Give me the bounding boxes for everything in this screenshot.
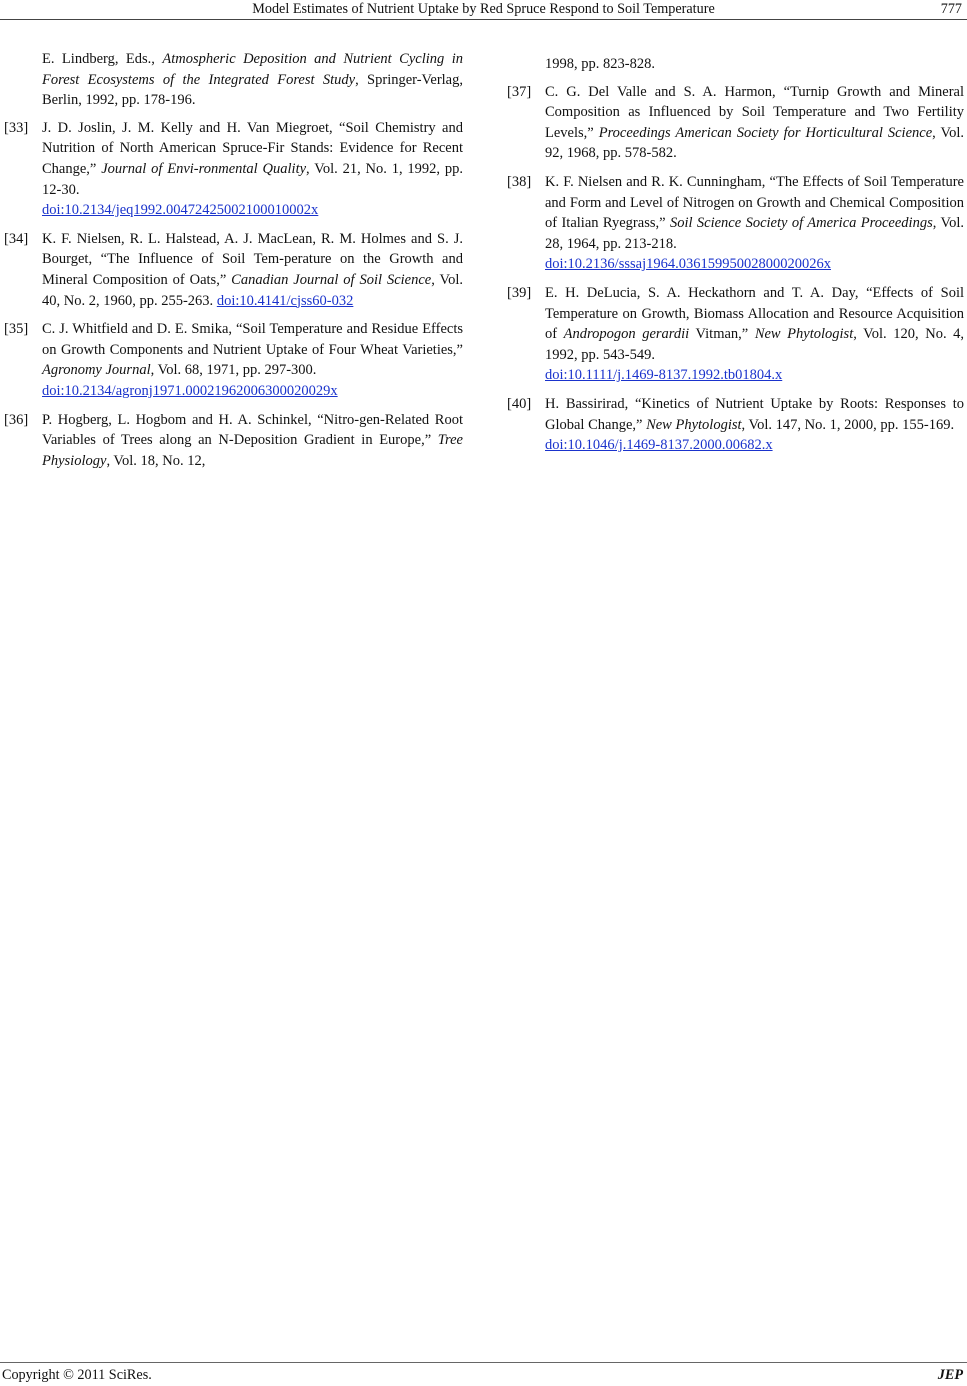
reference-number: [39] [507,284,532,301]
reference-source-title: New Phytologist [754,326,854,343]
reference-39: [39] E. H. DeLucia, S. A. Heckathorn and T. A. Day, “Effects of Soil Temperature on Growth, Biomass Allocation and Resource Acquisition of Andropogon gerardii Vitman,” New Phytologist, Vol. 120, No. 4, 1992, pp. 543-549. doi:10.1111/j.1469-8137.1992.tb01804.x [507,284,965,384]
reference-number: [40] [507,395,532,412]
reference-source-title: Soil Science Society of America Proceedings [669,215,933,232]
reference-number: [38] [507,173,532,190]
reference-number: [33] [4,119,29,136]
doi-link[interactable]: doi:10.2134/agronj1971.00021962006300020029x [42,382,338,399]
reference-38: [38] K. F. Nielsen and R. K. Cunningham, “The Effects of Soil Temperature and Form and Level of Nitrogen on Growth and Chemical Composition of Italian Ryegrass,” Soil Science Society of America Proceedings, Vol. 28, 1964, pp. 213-218. doi:10.2136/sssaj1964.03615995002800020026x [507,173,964,273]
reference-source-title: New Phytologist [646,416,742,433]
doi-link[interactable]: doi:10.4141/cjss60-032 [216,292,354,309]
doi-link[interactable]: doi:10.2136/sssaj1964.03615995002800020026x [545,256,831,273]
reference-number: [37] [507,83,532,100]
reference-source-title: Proceedings American Society for Horticultural Science [598,124,933,141]
reference-34: [34] K. F. Nielsen, R. L. Halstead, A. J. MacLean, R. M. Holmes and S. J. Bourget, “The Influence of Soil Tem-perature on the Growth and Mineral Composition of Oats,” Canadian Journal of Soil Science, Vol. 40, No. 2, 1960, pp. 255-263. doi:10.4141/cjss60-032 [4,230,463,309]
species-name: Andropogon gerardii [563,326,690,343]
reference-number: [36] [4,411,29,428]
footer-divider [0,1362,967,1363]
header-divider [0,19,967,20]
doi-link[interactable]: doi:10.1046/j.1469-8137.2000.00682.x [545,437,773,454]
reference-source-title: Canadian Journal of Soil Science [231,271,432,288]
reference-35: [35] C. J. Whitfield and D. E. Smika, “Soil Temperature and Residue Effects on Growth Components and Nutrient Uptake of Four Wheat Varieties,” Agronomy Journal, Vol. 68, 1971, pp. 297-300. doi:10.2134/agronj1971.00021962006300020029x [4,321,463,399]
right-column [507,54,964,464]
reference-36: [36] P. Hogberg, L. Hogbom and H. A. Schinkel, “Nitro-gen-Related Root Variables of Trees along an N-Deposition Gradient in Europe,” Tree Physiology, Vol. 18, No. 12, [4,411,463,469]
reference-source-title: Tree Physiology [42,432,463,469]
reference-37: [37] C. G. Del Valle and S. A. Harmon, “Turnip Growth and Mineral Composition as Influenced by Soil Temperature and Two Fertility Levels,” Proceedings American Society for Horticultural Science, Vol. 92, 1968, pp. 578-582. [507,83,965,162]
doi-link[interactable]: doi:10.1111/j.1469-8137.1992.tb01804.x [545,367,783,384]
left-column [4,49,463,479]
reference-source-title: Atmospheric Deposition and Nutrient Cycling in Forest Ecosystems of the Integrated Forest Study [42,51,463,88]
doi-link[interactable]: doi:10.2134/jeq1992.00472425002100010002x [42,202,319,219]
reference-continuation: 1998, pp. 823-828. [545,56,655,72]
page-header [0,0,967,22]
running-title: Model Estimates of Nutrient Uptake by Red Spruce Respond to Soil Temperature [252,1,715,17]
page-number: 777 [940,1,962,17]
reference-40: [40] H. Bassirirad, “Kinetics of Nutrient Uptake by Roots: Responses to Global Change,” New Phytologist, Vol. 147, No. 1, 2000, pp. 155-169. doi:10.1046/j.1469-8137.2000.00682.x [507,395,964,454]
reference-source-title: Agronomy Journal [42,362,151,379]
reference-source-title: Journal of Envi-ronmental Quality [101,160,307,177]
copyright-notice: Copyright © 2011 SciRes. [2,1367,152,1383]
journal-abbreviation: JEP [937,1367,963,1383]
reference-33: [33] J. D. Joslin, J. M. Kelly and H. Van Miegroet, “Soil Chemistry and Nutrition of North American Spruce-Fir Stands: Evidence for Recent Change,” Journal of Envi-ronmental Quality, Vol. 21, No. 1, 1992, pp. 12-30. doi:10.2134/jeq1992.00472425002100010002x [4,119,463,219]
reference-continuation: E. Lindberg, Eds., Atmospheric Deposition and Nutrient Cycling in Forest Ecosystems of the Integrated Forest Study, Springer-Verlag, Berlin, 1992, pp. 178-196. [42,51,463,109]
reference-number: [34] [4,230,29,247]
reference-number: [35] [4,321,29,338]
